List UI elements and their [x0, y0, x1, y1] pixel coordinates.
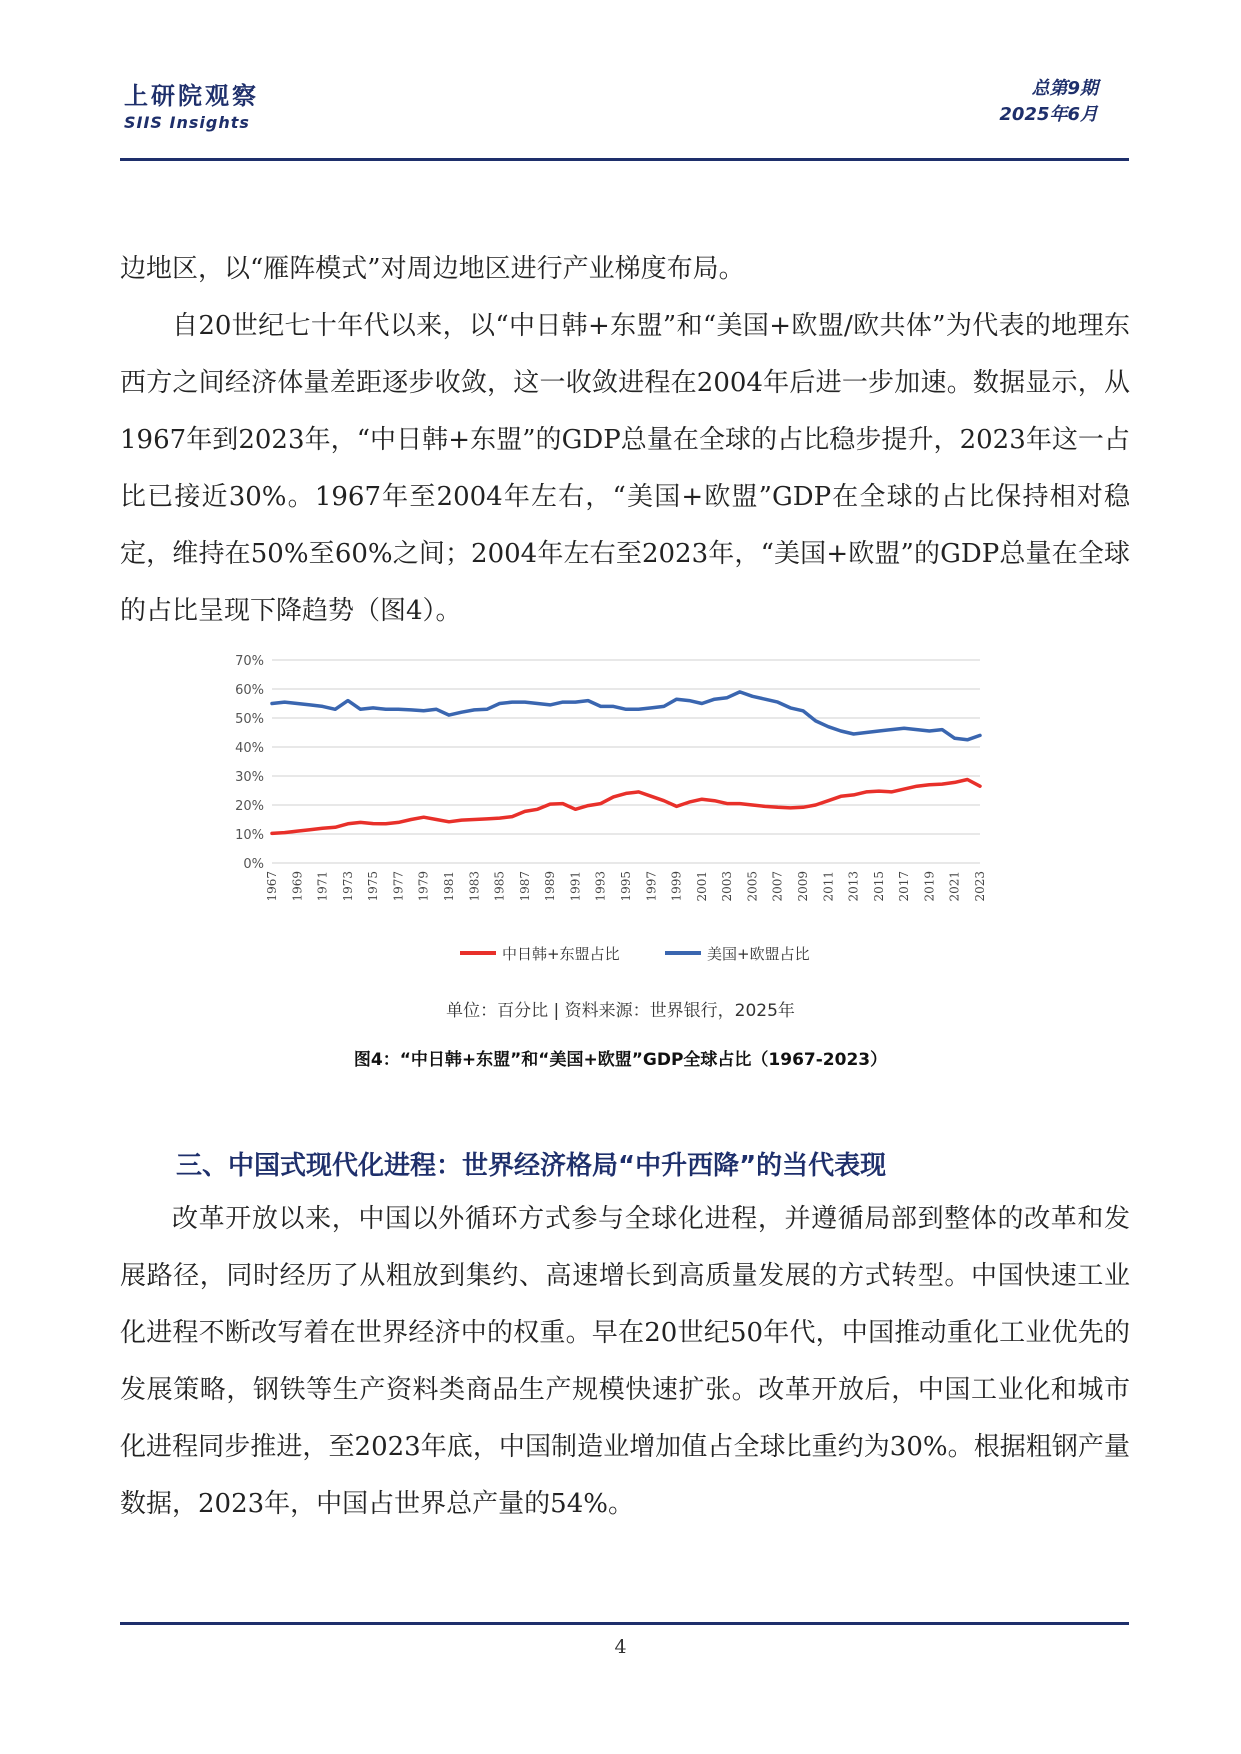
x-tick-label: 1981: [442, 871, 456, 902]
chart-svg: [210, 645, 990, 975]
issue-date: 2025年6月: [999, 104, 1098, 125]
x-tick-label: 2017: [897, 871, 912, 902]
y-tick-label: 20%: [235, 799, 264, 814]
paragraph-2: 自20世纪七十年代以来，以“中日韩+东盟”和“美国+欧盟/欧共体”为代表的地理东西方之间经济体量差距逐步收敛，这一收敛进程在2004年后进一步加速。数据显示，从1967年到2023年，“中日韩+东盟”的GDP总量在全球的占比稳步提升，2023年这一占比已接近30%。1967年至2004年左右，“美国+欧盟”GDP在全球的占比保持相对稳定，维持在50%至60%之间；2004年左右至2023年，“美国+欧盟”的GDP总量在全球的占比呈现下降趋势（图4）。: [120, 311, 1130, 626]
header-rule: [120, 158, 1129, 161]
x-tick-label: 1975: [366, 871, 381, 902]
x-tick-label: 2013: [846, 871, 861, 902]
y-tick-label: 70%: [235, 654, 264, 669]
paragraph-1: 边地区，以“雁阵模式”对周边地区进行产业梯度布局。: [120, 254, 745, 284]
x-tick-label: 1971: [315, 871, 330, 902]
x-tick-label: 1973: [340, 871, 355, 902]
x-tick-label: 2019: [922, 871, 937, 902]
x-tick-label: 2003: [720, 871, 735, 902]
y-tick-label: 60%: [235, 683, 264, 698]
figure-source: 单位：百分比 | 资料来源：世界银行，2025年: [446, 1001, 795, 1021]
x-tick-label: 1993: [593, 871, 608, 902]
x-tick-label: 1997: [644, 871, 659, 902]
paragraph-3: 改革开放以来，中国以外循环方式参与全球化进程，并遵循局部到整体的改革和发展路径，同时经历了从粗放到集约、高速增长到高质量发展的方式转型。中国快速工业化进程不断改写着在世界经济中的权重。早在20世纪50年代，中国推动重化工业优先的发展策略，钢铁等生产资料类商品生产规模快速扩张。改革开放后，中国工业化和城市化进程同步推进，至2023年底，中国制造业增加值占全球比重约为30%。根据粗钢产量数据，2023年，中国占世界总产量的54%。: [120, 1204, 1130, 1519]
footer-rule: [120, 1622, 1129, 1625]
body-section-1: [120, 241, 1130, 640]
y-tick-label: 30%: [235, 770, 264, 785]
x-tick-label: 1987: [517, 871, 532, 902]
x-tick-label: 1995: [619, 871, 633, 902]
x-tick-label: 2007: [770, 871, 785, 902]
series-line-2: [272, 692, 980, 740]
x-tick-label: 2023: [973, 871, 987, 902]
x-tick-label: 1983: [467, 871, 482, 902]
y-tick-label: 40%: [235, 741, 264, 756]
series-line-1: [272, 780, 980, 834]
x-tick-label: 2011: [821, 871, 836, 902]
x-tick-label: 2005: [745, 871, 760, 902]
x-tick-label: 1979: [416, 871, 431, 902]
issue-number: 总第9期: [1031, 78, 1098, 99]
y-tick-label: 0%: [243, 857, 264, 872]
x-tick-label: 1989: [543, 871, 558, 902]
logo-english: SIIS Insights: [124, 113, 250, 132]
x-tick-label: 1967: [265, 871, 279, 902]
figure-caption: 图4：“中日韩+东盟”和“美国+欧盟”GDP全球占比（1967-2023）: [353, 1050, 888, 1070]
x-tick-label: 1985: [492, 871, 507, 902]
legend-label: 中日韩+东盟占比: [502, 945, 620, 963]
x-tick-label: 1991: [568, 871, 583, 902]
x-tick-label: 2001: [694, 871, 709, 902]
page-number: 4: [614, 1636, 627, 1658]
gdp-share-chart: [210, 645, 990, 975]
x-tick-label: 1977: [391, 871, 406, 902]
x-tick-label: 1969: [290, 871, 305, 902]
section-heading: 三、中国式现代化进程：世界经济格局“中升西降”的当代表现: [176, 1151, 887, 1181]
y-tick-label: 50%: [235, 712, 264, 727]
x-tick-label: 2015: [871, 871, 886, 902]
x-tick-label: 1999: [669, 871, 684, 902]
x-tick-label: 2009: [796, 871, 810, 902]
logo-chinese: 上研院观察: [124, 81, 259, 110]
legend-label: 美国+欧盟占比: [707, 945, 810, 963]
y-tick-label: 10%: [235, 828, 264, 843]
issue-info: [999, 76, 1098, 128]
x-tick-label: 2021: [947, 871, 962, 902]
body-section-2: [120, 1191, 1130, 1533]
publication-logo: [124, 76, 259, 132]
